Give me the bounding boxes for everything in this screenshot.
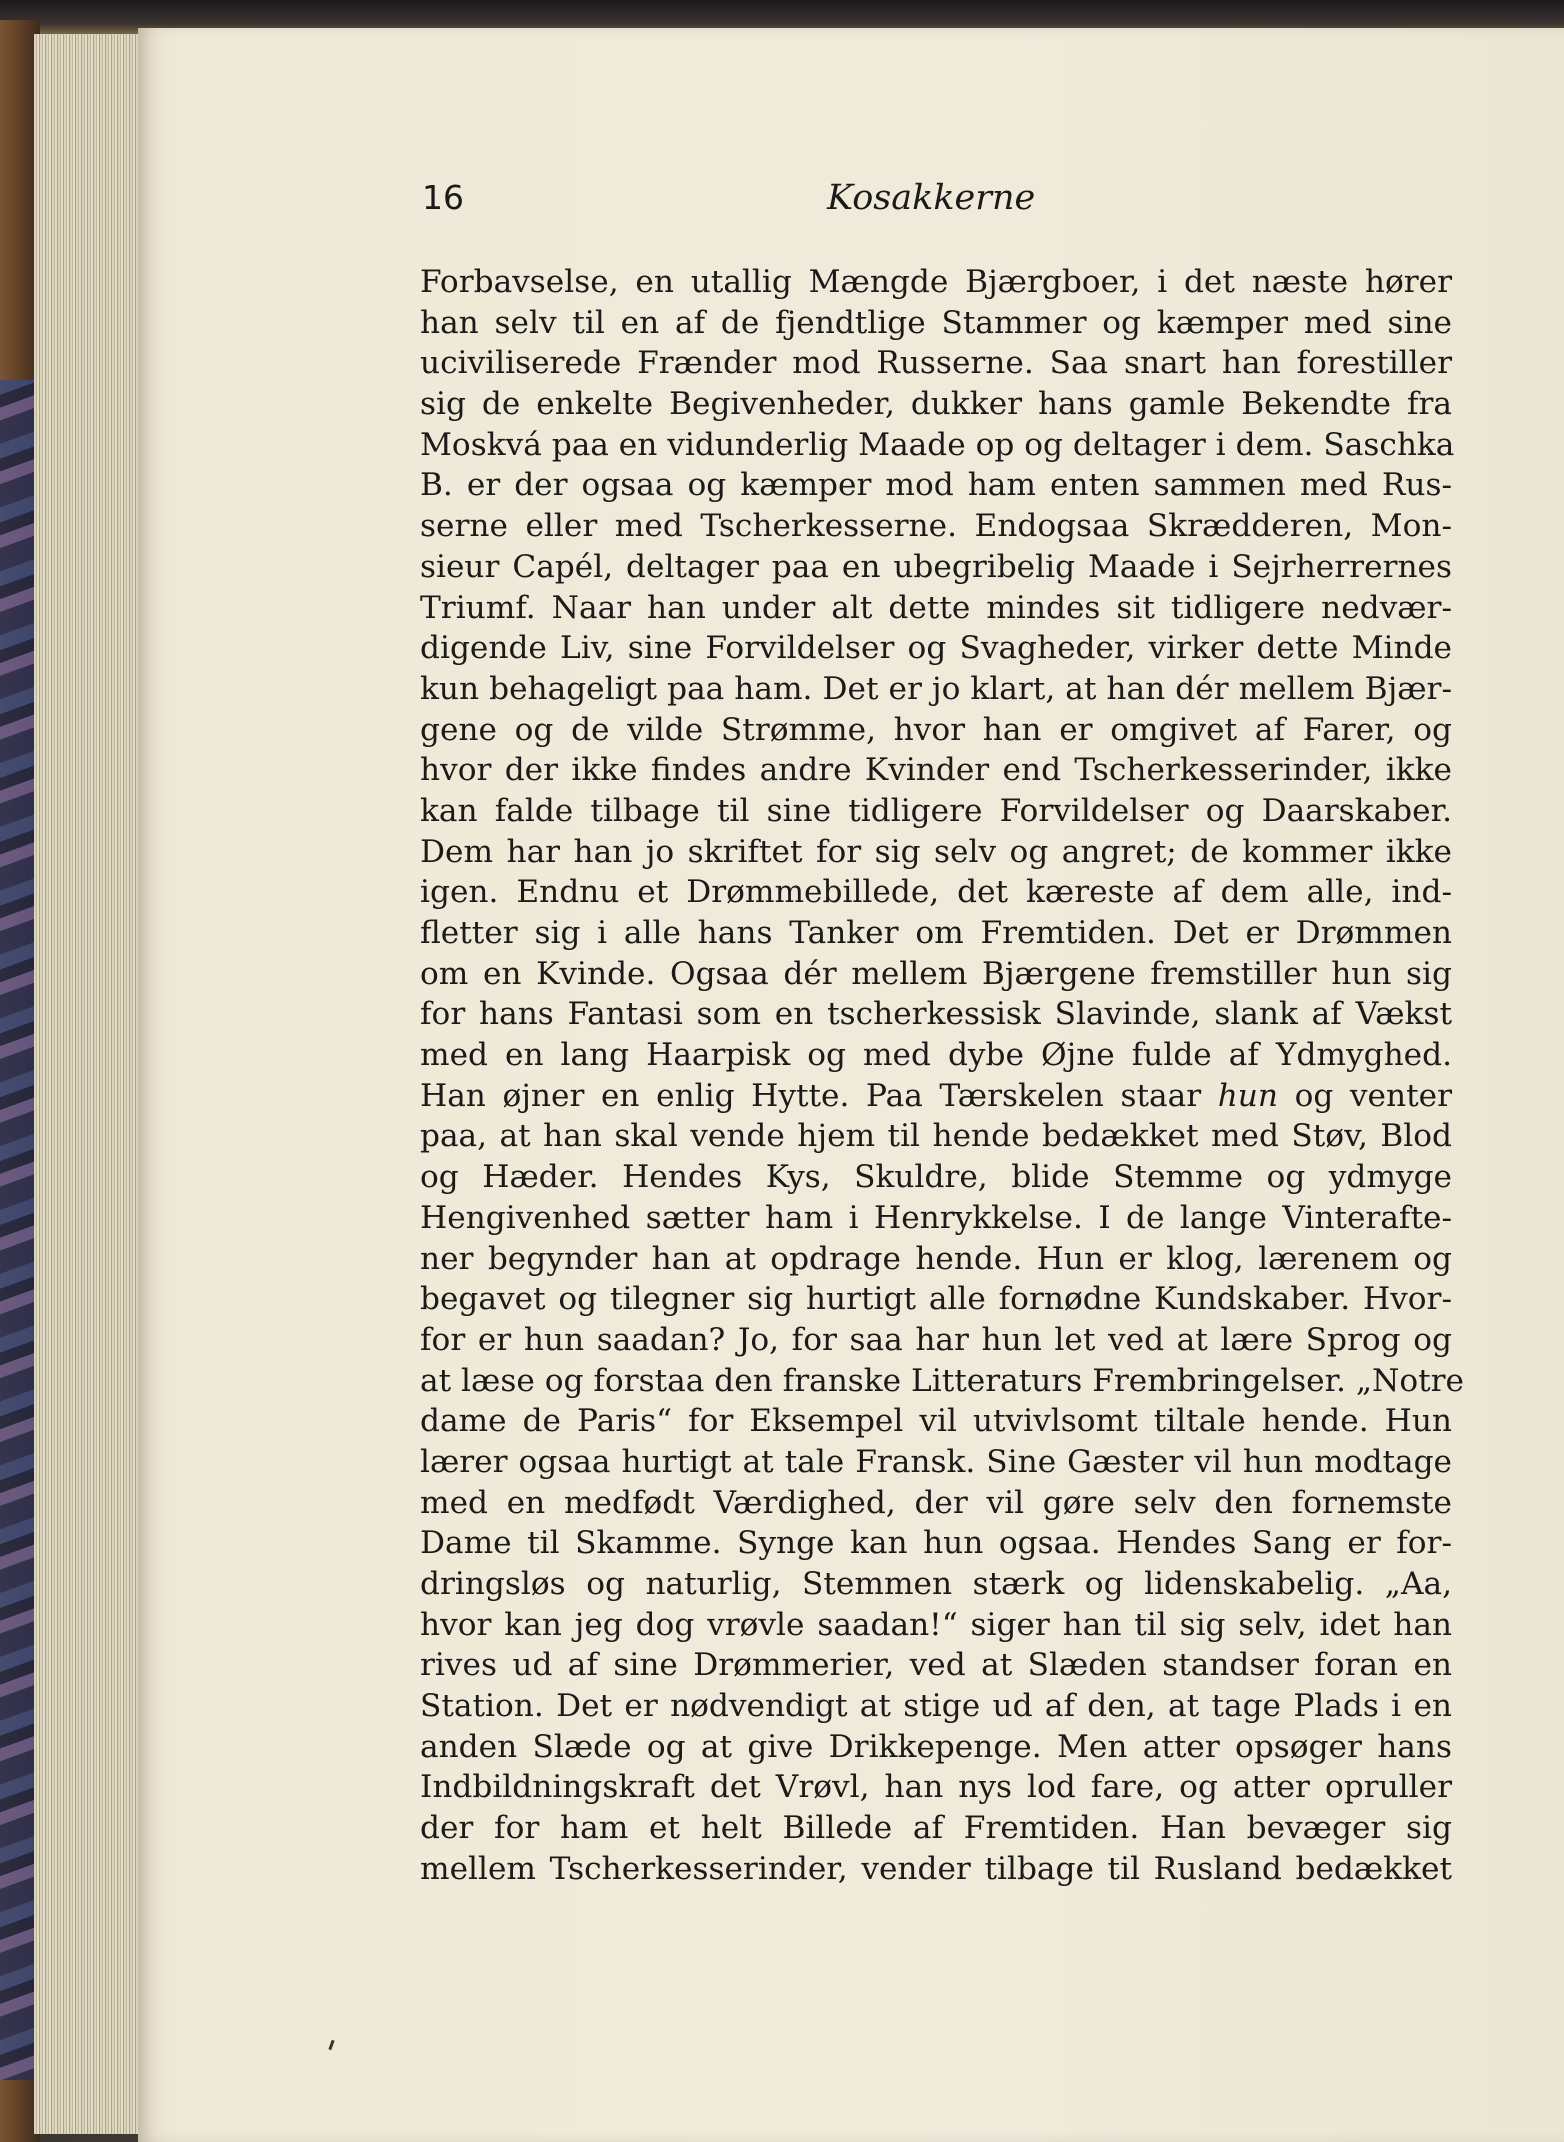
text-line: og Hæder. Hendes Kys, Skuldre, blide Stemme og ydmyge xyxy=(420,1159,1452,1196)
text-line: serne eller med Tscherkesserne. Endogsaa Skrædderen, Mon- xyxy=(420,508,1452,545)
body-text xyxy=(420,262,1465,1890)
text-line: Dame til Skamme. Synge kan hun ogsaa. Hendes Sang er for- xyxy=(420,1525,1452,1562)
text-line: der for ham et helt Billede af Fremtiden. Han bevæger sig xyxy=(420,1810,1452,1847)
text-line: for hans Fantasi som en tscherkessisk Slavinde, slank af Vækst xyxy=(420,996,1452,1033)
text-line: fletter sig i alle hans Tanker om Fremtiden. Det er Drømmen xyxy=(420,915,1452,951)
text-line: hvor der ikke findes andre Kvinder end Tscherkesserinder, ikke xyxy=(420,752,1452,789)
text-line: digende Liv, sine Forvildelser og Svagheder, virker dette Minde xyxy=(420,630,1452,667)
text-line: sig de enkelte Begivenheder, dukker hans gamle Bekendte fra xyxy=(420,386,1452,423)
text-line: sieur Capél, deltager paa en ubegribelig Maade i Sejrherrernes xyxy=(420,548,1452,585)
text-line: ner begynder han at opdrage hende. Hun er klog, lærenem og xyxy=(420,1240,1452,1277)
text-fragment: og venter xyxy=(1277,1077,1452,1114)
marbled-endpaper xyxy=(0,380,36,2080)
text-line: kan falde tilbage til sine tidligere Forvildelser og Daarskaber. xyxy=(420,792,1452,829)
text-line: gene og de vilde Strømme, hvor han er omgivet af Farer, og xyxy=(420,711,1452,748)
page-number: 16 xyxy=(422,178,464,217)
text-line: dringsløs og naturlig, Stemmen stærk og lidenskabelig. „Aa, xyxy=(420,1566,1452,1602)
text-fragment: Han øjner en enlig Hytte. Paa Tærskelen staar xyxy=(420,1077,1202,1114)
page-title: Kosakkerne xyxy=(827,178,1036,218)
text-line: Forbavselse, en utallig Mængde Bjærgboer, i det næste hører xyxy=(420,264,1452,300)
text-line-with-emphasis xyxy=(420,1076,1452,1117)
text-line: Hengivenhed sætter ham i Henrykkelse. I de lange Vinterafte- xyxy=(420,1199,1452,1236)
text-line: Triumf. Naar han under alt dette mindes sit tidligere nedvær- xyxy=(420,589,1452,626)
text-line: begavet og tilegner sig hurtigt alle fornødne Kundskaber. Hvor- xyxy=(420,1281,1452,1318)
text-line: rives ud af sine Drømmerier, ved at Slæden standser foran en xyxy=(420,1647,1452,1684)
text-line: B. er der ogsaa og kæmper mod ham enten sammen med Rus- xyxy=(420,467,1452,504)
text-line: lærer ogsaa hurtigt at tale Fransk. Sine Gæster vil hun modtage xyxy=(420,1443,1452,1480)
page-edges xyxy=(34,34,142,2134)
text-line: om en Kvinde. Ogsaa dér mellem Bjærgene fremstiller hun sig xyxy=(420,955,1452,992)
text-line: for er hun saadan? Jo, for saa har hun let ved at lære Sprog og xyxy=(420,1321,1452,1358)
text-line: at læse og forstaa den franske Litteraturs Frembringelser. „Notre xyxy=(420,1362,1465,1399)
emphasis-word: hun xyxy=(1217,1077,1278,1114)
text-line: dame de Paris“ for Eksempel vil utvivlsomt tiltale hende. Hun xyxy=(420,1403,1452,1440)
text-line: kun behageligt paa ham. Det er jo klart, at han dér mellem Bjær- xyxy=(420,670,1452,707)
text-line: uciviliserede Frænder mod Russerne. Saa snart han forestiller xyxy=(420,345,1452,382)
text-line: anden Slæde og at give Drikkepenge. Men atter opsøger hans xyxy=(420,1728,1452,1765)
text-line: han selv til en af de fjendtlige Stammer og kæmper med sine xyxy=(420,304,1452,341)
text-line: med en lang Haarpisk og med dybe Øjne fulde af Ydmyghed. xyxy=(420,1037,1452,1074)
text-line: Dem har han jo skriftet for sig selv og angret; de kommer ikke xyxy=(420,833,1452,870)
text-line: paa, at han skal vende hjem til hende bedækket med Støv, Blod xyxy=(420,1118,1452,1155)
text-line: igen. Endnu et Drømmebillede, det kæreste af dem alle, ind- xyxy=(420,874,1452,911)
running-head xyxy=(422,178,1450,238)
text-line: Moskvá paa en vidunderlig Maade op og deltager i dem. Saschka xyxy=(420,426,1455,463)
text-line: Indbildningskraft det Vrøvl, han nys lod fare, og atter opruller xyxy=(420,1769,1452,1806)
text-line: mellem Tscherkesserinder, vender tilbage til Rusland bedækket xyxy=(420,1850,1452,1887)
text-line: med en medfødt Værdighed, der vil gøre selv den fornemste xyxy=(420,1484,1452,1521)
text-line: Station. Det er nødvendigt at stige ud af den, at tage Plads i en xyxy=(420,1688,1452,1725)
text-line: hvor kan jeg dog vrøvle saadan!“ siger han til sig selv, idet han xyxy=(420,1606,1452,1643)
